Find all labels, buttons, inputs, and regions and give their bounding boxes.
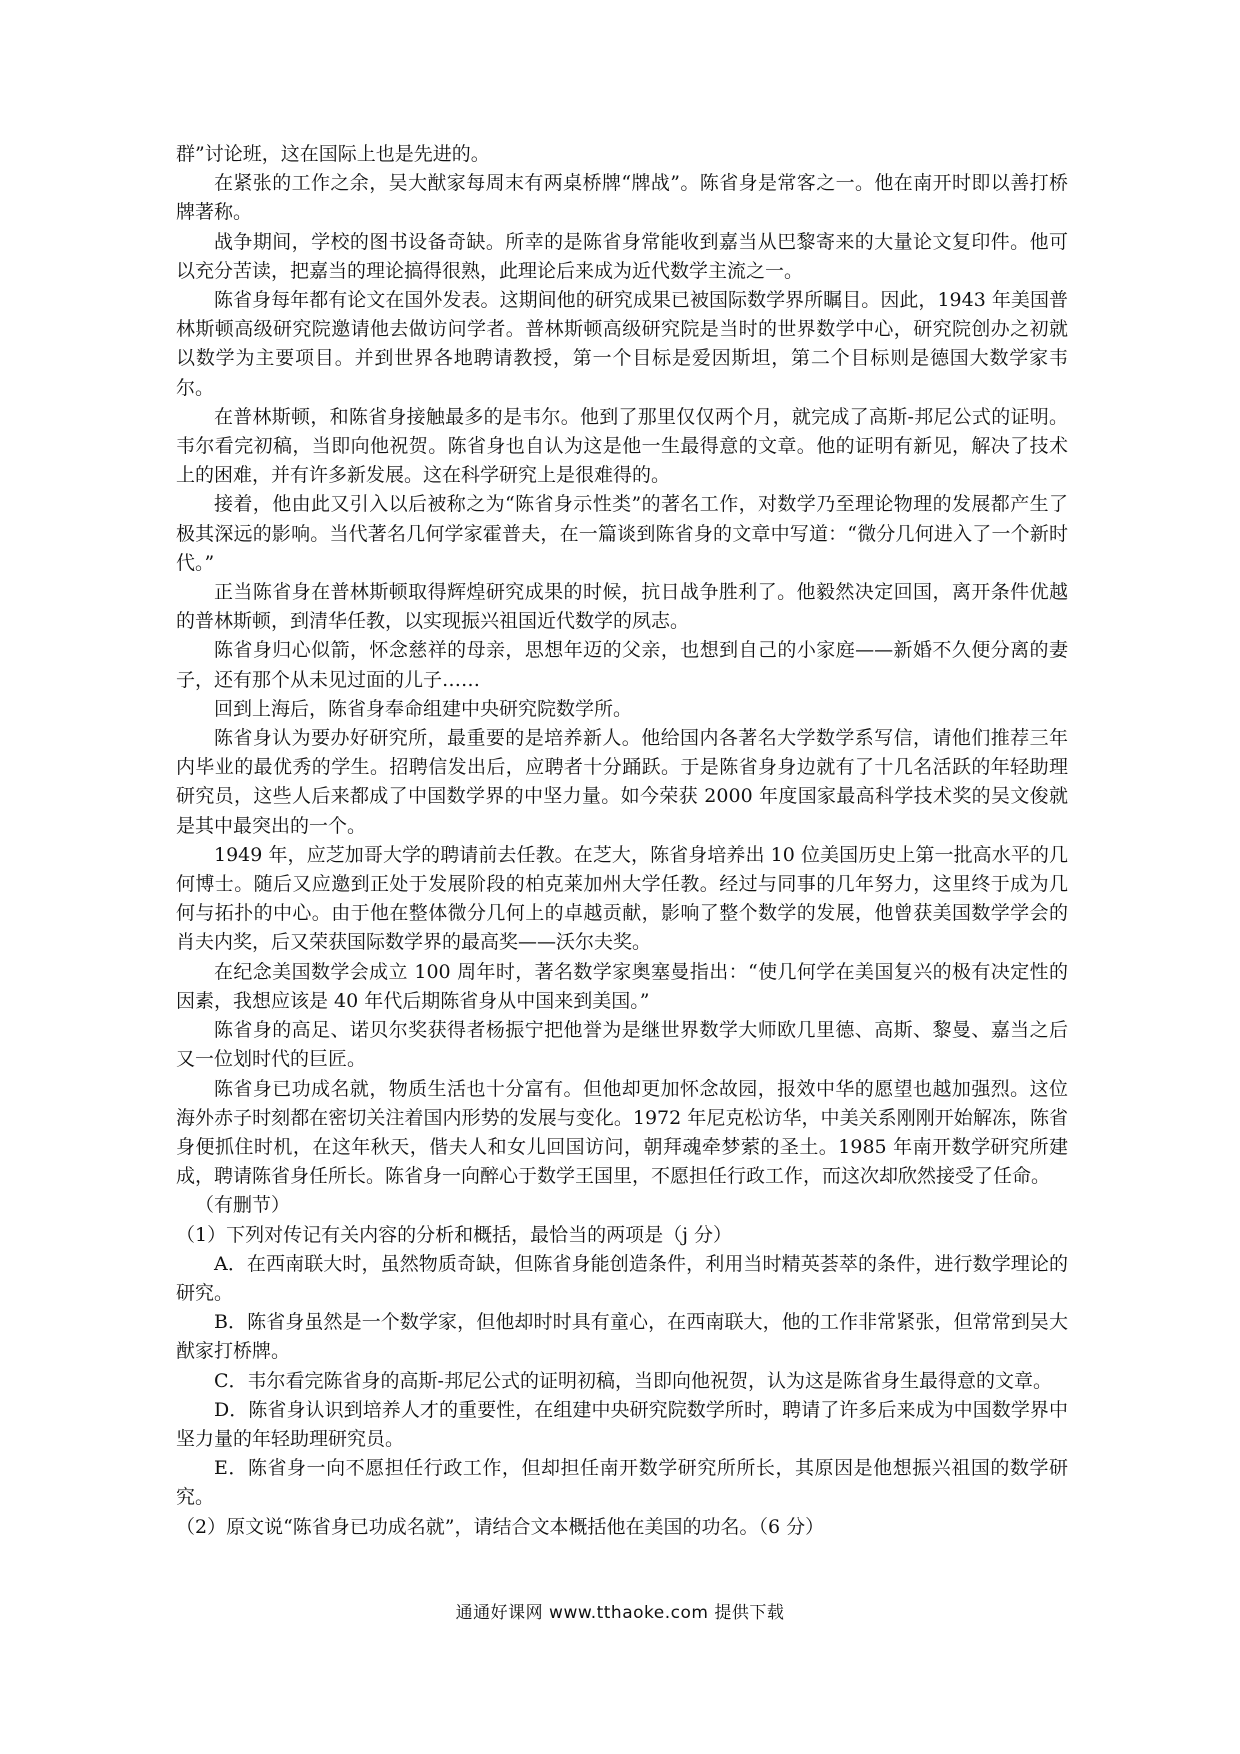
article-paragraph: 回到上海后，陈省身奉命组建中央研究院数学所。 — [214, 697, 633, 720]
article-paragraph: 群”讨论班，这在国际上也是先进的。 — [176, 143, 490, 165]
article-paragraph: 陈省身认为要办好研究所，最重要的是培养新人。他给国内各著名大学数学系写信，请他们推荐三年内毕业的最优秀的学生。招聘信发出后，应聘者十分踊跃。于是陈省身身边就有了十几名活跃的年轻助理研究员，这些人后来都成了中国数学界的中坚力量。如今荣获 2000 年度国家最高科学技术奖的吴文俊就是其中最突出的一个。 — [176, 727, 1068, 837]
question-2-stem: （2）原文说“陈省身已功成名就”，请结合文本概括他在美国的功名。（6 分） — [176, 1515, 825, 1538]
question-1-option-d: D．陈省身认识到培养人才的重要性，在组建中央研究院数学所时，聘请了许多后来成为中国数学界中坚力量的年轻助理研究员。 — [176, 1398, 1068, 1450]
question-1-option-b: B．陈省身虽然是一个数学家，但他却时时具有童心，在西南联大，他的工作非常紧张，但常常到吴大猷家打桥牌。 — [176, 1311, 1068, 1363]
article-paragraph: 1949 年，应芝加哥大学的聘请前去任教。在芝大，陈省身培养出 10 位美国历史上第一批高水平的几何博士。随后又应邀到正处于发展阶段的柏克莱加州大学任教。经过与同事的几年努力，这里终于成为几何与拓扑的中心。由于他在整体微分几何上的卓越贡献，影响了整个数学的发展，他曾获美国数学学会的肖夫内奖，后又荣获国际数学界的最高奖——沃尔夫奖。 — [176, 843, 1068, 954]
article-paragraph: 陈省身的高足、诺贝尔奖获得者杨振宁把他誉为是继世界数学大师欧几里德、高斯、黎曼、嘉当之后又一位划时代的巨匠。 — [176, 1019, 1068, 1071]
article-paragraph: 在纪念美国数学会成立 100 周年时，著名数学家奥塞曼指出：“使几何学在美国复兴的极有决定性的因素，我想应该是 40 年代后期陈省身从中国来到美国。” — [176, 960, 1068, 1012]
article-paragraph: 正当陈省身在普林斯顿取得辉煌研究成果的时候，抗日战争胜利了。他毅然决定回国，离开条件优越的普林斯顿，到清华任教，以实现振兴祖国近代数学的夙志。 — [176, 581, 1068, 633]
article-paragraph: 在普林斯顿，和陈省身接触最多的是韦尔。他到了那里仅仅两个月，就完成了高斯-邦尼公式的证明。韦尔看完初稿，当即向他祝贺。陈省身也自认为这是他一生最得意的文章。他的证明有新见，解决了技术上的困难，并有许多新发展。这在科学研究上是很难得的。 — [176, 405, 1068, 487]
article-paragraph: 战争期间，学校的图书设备奇缺。所幸的是陈省身常能收到嘉当从巴黎寄来的大量论文复印件。他可以充分苦读，把嘉当的理论搞得很熟，此理论后来成为近代数学主流之一。 — [176, 230, 1068, 282]
question-1-option-c: C．韦尔看完陈省身的高斯-邦尼公式的证明初稿，当即向他祝贺，认为这是陈省身生最得意的文章。 — [214, 1369, 1052, 1392]
abridged-note: （有删节） — [195, 1194, 291, 1217]
question-1-option-a: A．在西南联大时，虽然物质奇缺，但陈省身能创造条件，利用当时精英荟萃的条件，进行数学理论的研究。 — [176, 1252, 1068, 1304]
question-1-option-e: E．陈省身一向不愿担任行政工作，但却担任南开数学研究所所长，其原因是他想振兴祖国的数学研究。 — [176, 1457, 1068, 1509]
article-paragraph: 陈省身每年都有论文在国外发表。这期间他的研究成果已被国际数学界所瞩目。因此，1943 年美国普林斯顿高级研究院邀请他去做访问学者。普林斯顿高级研究院是当时的世界数学中心，研究院创办之初就以数学为主要项目。并到世界各地聘请教授，第一个目标是爱因斯坦，第二个目标则是德国大数学家韦尔。 — [176, 289, 1068, 399]
article-paragraph: 陈省身归心似箭，怀念慈祥的母亲，思想年迈的父亲，也想到自己的小家庭——新婚不久便分离的妻子，还有那个从未见过面的儿子…… — [176, 639, 1068, 691]
article-body — [176, 140, 1068, 1542]
page-footer: 通通好课网 www.tthaoke.com 提供下载 — [455, 1603, 785, 1623]
article-paragraph: 陈省身已功成名就，物质生活也十分富有。但他却更加怀念故园，报效中华的愿望也越加强烈。这位海外赤子时刻都在密切关注着国内形势的发展与变化。1972 年尼克松访华，中美关系刚刚开始解冻，陈省身便抓住时机，在这年秋天，偕夫人和女儿回国访问，朝拜魂牵梦萦的圣土。1985 年南开数学研究所建成，聘请陈省身任所长。陈省身一向醉心于数学王国里，不愿担任行政工作，而这次却欣然接受了任命。 — [176, 1077, 1068, 1188]
article-paragraph: 接着，他由此又引入以后被称之为“陈省身示性类”的著名工作，对数学乃至理论物理的发展都产生了极其深远的影响。当代著名几何学家霍普夫，在一篇谈到陈省身的文章中写道：“微分几何进入了一个新时代。” — [176, 493, 1068, 574]
article-paragraph: 在紧张的工作之余，吴大猷家每周末有两桌桥牌“牌战”。陈省身是常客之一。他在南开时即以善打桥牌著称。 — [176, 172, 1068, 224]
question-1-stem: （1）下列对传记有关内容的分析和概括，最恰当的两项是（j 分） — [176, 1223, 733, 1246]
